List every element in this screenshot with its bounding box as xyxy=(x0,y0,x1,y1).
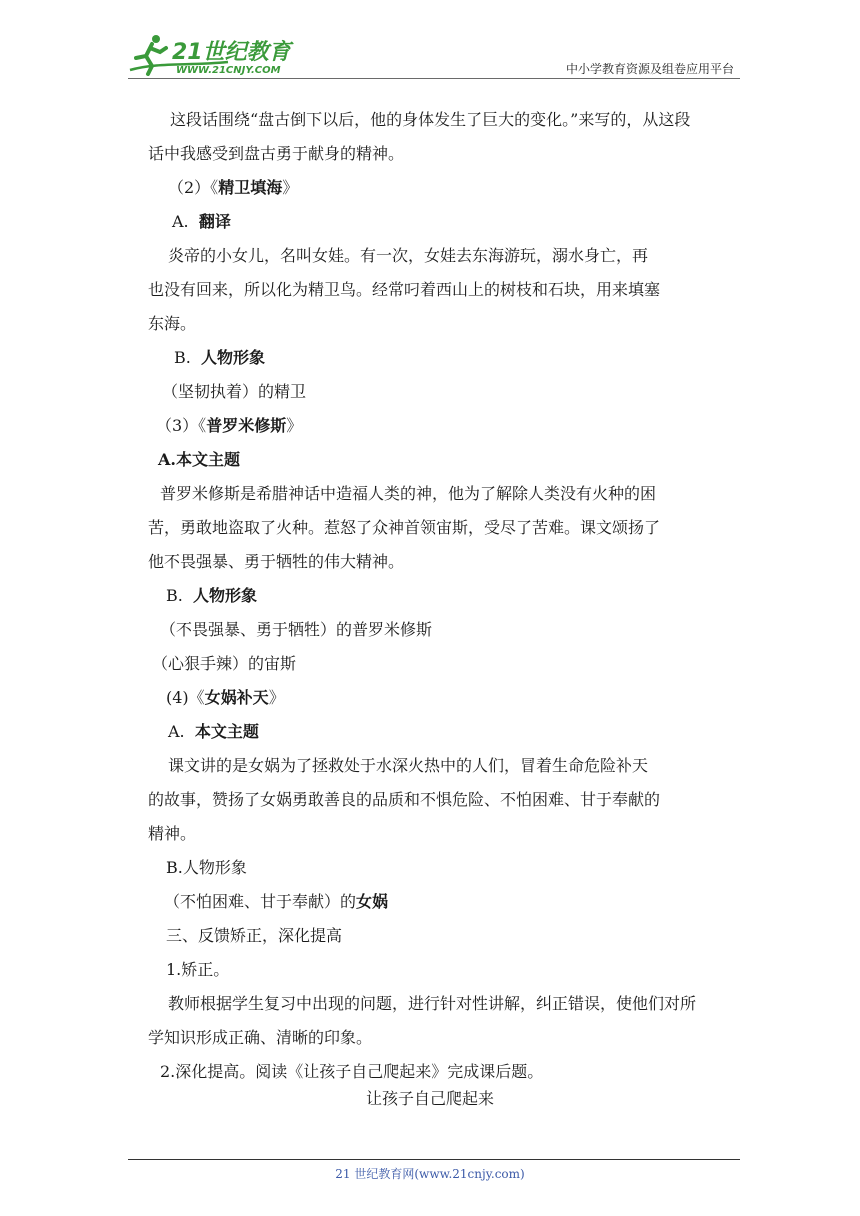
subheading: A. 翻译 xyxy=(172,212,231,231)
section-heading: （3）《普罗米修斯》 xyxy=(156,416,303,435)
section-heading: （2）《精卫填海》 xyxy=(168,178,299,197)
logo-url: WWW.21CNJY.COM xyxy=(176,65,281,76)
subheading: B. 人物形象 xyxy=(166,586,258,605)
paragraph-line: 精神。 xyxy=(148,824,197,843)
header-divider xyxy=(128,78,740,79)
subheading: A.本文主题 xyxy=(158,450,240,469)
paragraph-line: （不畏强暴、勇于牺牲）的普罗米修斯 xyxy=(160,620,433,639)
page-footer: 21 世纪教育网(www.21cnjy.com) xyxy=(335,1167,525,1181)
footer-divider xyxy=(128,1159,740,1160)
paragraph-line: 这段话围绕“盘古倒下以后，他的身体发生了巨大的变化。”来写的，从这段 xyxy=(170,110,691,129)
paragraph-line: 学知识形成正确、清晰的印象。 xyxy=(148,1028,373,1047)
subheading: B. 人物形象 xyxy=(174,348,266,367)
paragraph-line: 的故事，赞扬了女娲勇敢善良的品质和不惧危险、不怕困难、甘于奉献的 xyxy=(148,790,661,809)
paragraph-line: （心狠手辣）的宙斯 xyxy=(152,654,297,673)
article-title: 让孩子自己爬起来 xyxy=(365,1089,494,1108)
paragraph-line: （坚韧执着）的精卫 xyxy=(162,382,307,401)
subheading: A. 本文主题 xyxy=(168,722,259,741)
logo-text: 21世纪教育 xyxy=(172,40,291,65)
site-logo xyxy=(128,32,308,76)
subheading: B.人物形象 xyxy=(166,858,247,877)
paragraph-line: （不怕困难、甘于奉献）的女娲 xyxy=(164,892,389,911)
section-heading: 三、反馈矫正，深化提高 xyxy=(166,926,343,945)
page-header xyxy=(128,30,740,80)
paragraph-line: 炎帝的小女儿，名叫女娃。有一次，女娃去东海游玩，溺水身亡，再 xyxy=(168,246,649,265)
paragraph-line: 课文讲的是女娲为了拯救处于水深火热中的人们，冒着生命危险补天 xyxy=(168,756,649,775)
paragraph-line: 东海。 xyxy=(148,314,197,333)
paragraph-line: 教师根据学生复习中出现的问题，进行针对性讲解，纠正错误，使他们对所 xyxy=(168,994,697,1013)
subheading: 1.矫正。 xyxy=(166,960,230,979)
paragraph-line: 他不畏强暴、勇于牺牲的伟大精神。 xyxy=(148,552,405,571)
paragraph-line: 话中我感受到盘古勇于献身的精神。 xyxy=(148,144,405,163)
paragraph-line: 2.深化提高。阅读《让孩子自己爬起来》完成课后题。 xyxy=(160,1062,544,1081)
section-heading: (4)《女娲补天》 xyxy=(166,688,285,707)
header-platform-text: 中小学教育资源及组卷应用平台 xyxy=(565,62,734,76)
paragraph-line: 苦，勇敢地盗取了火种。惹怒了众神首领宙斯，受尽了苦难。课文颂扬了 xyxy=(148,518,661,537)
paragraph-line: 普罗米修斯是希腊神话中造福人类的神，他为了解除人类没有火种的困 xyxy=(160,484,657,503)
paragraph-line: 也没有回来，所以化为精卫鸟。经常叼着西山上的树枝和石块，用来填塞 xyxy=(148,280,661,299)
